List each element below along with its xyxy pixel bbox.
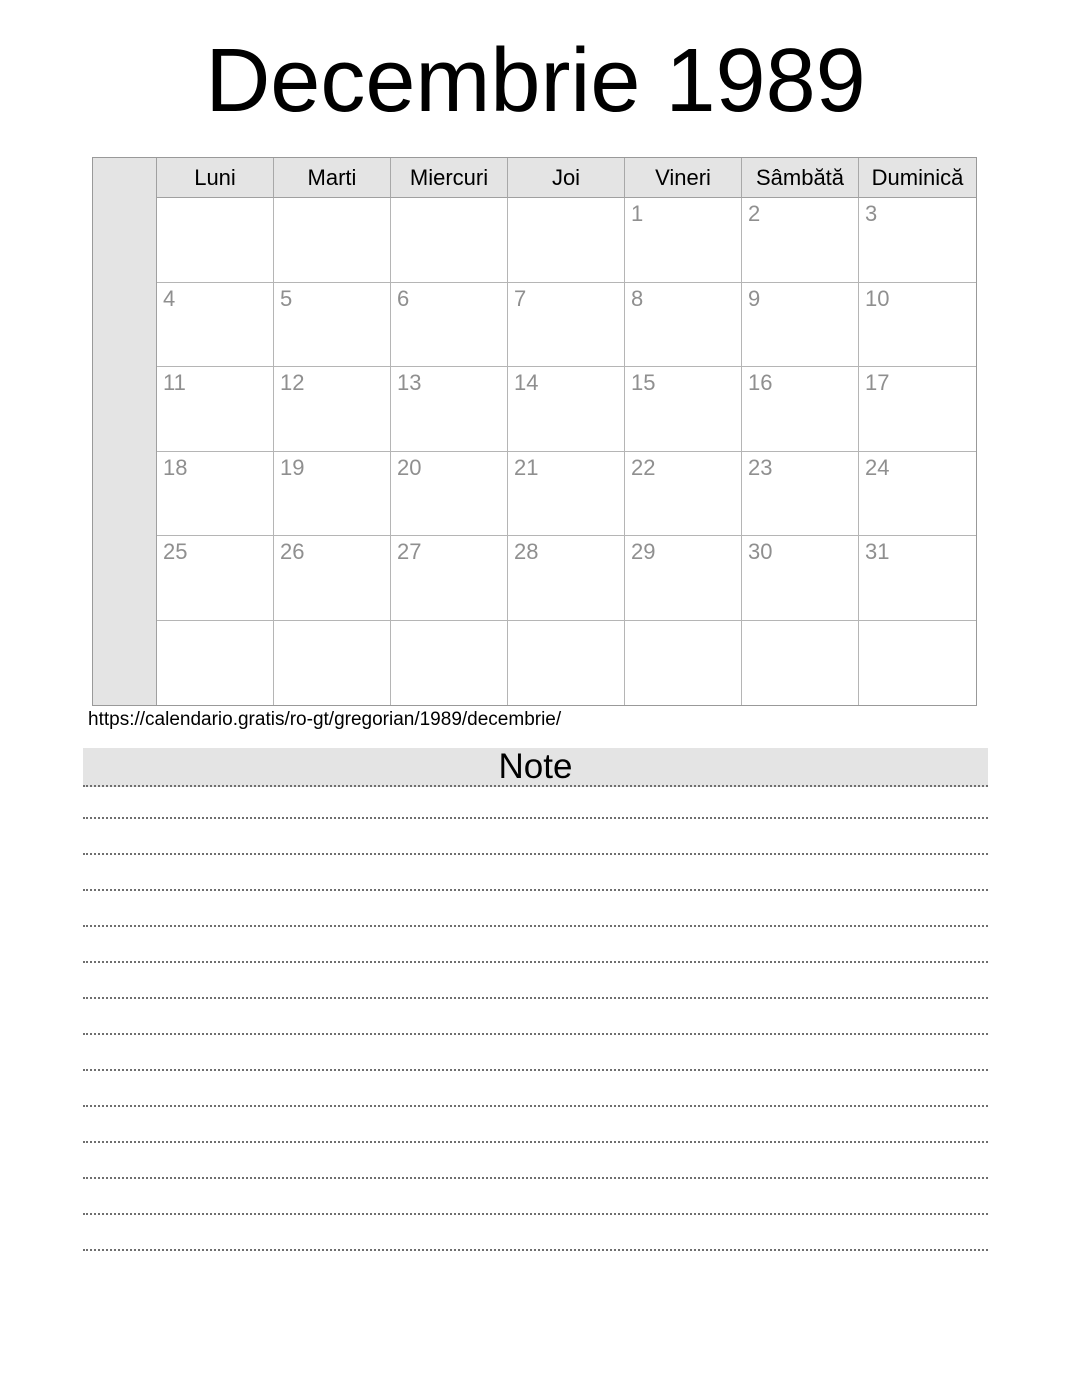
calendar-day-cell [274,621,391,706]
calendar-day-cell [274,452,391,537]
day-header-sambata: Sâmbătă [742,158,859,198]
note-line [83,891,988,927]
calendar-day-cell [157,367,274,452]
day-header-joi: Joi [508,158,625,198]
note-line [83,963,988,999]
note-line [83,819,988,855]
day-number: 18 [163,454,188,480]
note-line [83,999,988,1035]
note-line [83,1107,988,1143]
calendar-day-cell [157,283,274,368]
calendar-table [92,157,977,706]
calendar-day-cell [742,198,859,283]
note-line [83,1035,988,1071]
day-number: 23 [748,454,773,480]
day-header-vineri: Vineri [625,158,742,198]
calendar-day-cell [625,452,742,537]
day-number: 2 [748,201,761,226]
calendar-day-cell [508,283,625,368]
calendar-day-cell [391,283,508,368]
day-number: 9 [748,285,761,311]
day-number: 8 [631,285,644,311]
day-number: 25 [163,539,188,564]
calendar-day-cell [391,536,508,621]
calendar-day-cell [742,283,859,368]
page-title: Decembrie 1989 [205,31,866,131]
notes-lines [83,787,988,1251]
calendar-day-cell [859,283,976,368]
day-number: 13 [397,370,422,395]
calendar-day-cell [859,367,976,452]
calendar-day-cell [742,367,859,452]
day-number: 27 [397,539,422,564]
day-number: 28 [514,539,539,564]
calendar-day-cell [625,536,742,621]
calendar-day-cell [391,621,508,706]
calendar-day-cell [625,283,742,368]
calendar-day-cell [274,367,391,452]
day-number: 20 [397,454,422,480]
day-header-miercuri: Miercuri [391,158,508,198]
week-number-column [93,158,157,705]
day-number: 11 [163,370,186,395]
day-number: 30 [748,539,773,564]
calendar-day-cell [625,367,742,452]
note-line [83,1143,988,1179]
calendar-day-cell [274,198,391,283]
day-number: 21 [514,454,539,480]
day-number: 4 [163,285,176,311]
note-line [83,855,988,891]
day-number: 22 [631,454,656,480]
calendar-day-cell [391,452,508,537]
day-number: 24 [865,454,890,480]
calendar-day-cell [157,452,274,537]
notes-title: Note [498,746,573,786]
calendar-day-cell [508,536,625,621]
day-number: 12 [280,370,305,395]
note-line [83,1071,988,1107]
day-number: 5 [280,285,293,311]
note-line [83,927,988,963]
calendar-day-cell [274,283,391,368]
calendar-day-cell [625,621,742,706]
day-number: 29 [631,539,656,564]
note-line [83,1179,988,1215]
calendar-day-cell [859,621,976,706]
calendar-day-cell [508,367,625,452]
day-number: 19 [280,454,305,480]
day-number: 6 [397,285,410,311]
day-number: 26 [280,539,305,564]
calendar-day-cell [508,198,625,283]
calendar-day-cell [859,536,976,621]
notes-header [83,748,988,787]
calendar-day-cell [742,621,859,706]
calendar-day-cell [391,367,508,452]
day-number: 16 [748,370,773,395]
calendar-day-cell [157,621,274,706]
calendar-day-cell [742,536,859,621]
note-line [83,787,988,819]
calendar-day-cell [859,452,976,537]
day-header-luni: Luni [157,158,274,198]
day-number: 3 [865,201,878,226]
calendar-day-cell [625,198,742,283]
day-number: 15 [631,370,656,395]
calendar-day-cell [742,452,859,537]
calendar-day-cell [157,536,274,621]
day-number: 31 [865,539,890,564]
calendar-day-cell [859,198,976,283]
day-number: 10 [865,285,890,311]
day-number: 7 [514,285,527,311]
note-line [83,1215,988,1251]
day-header-duminica: Duminică [859,158,976,198]
calendar-day-cell [508,621,625,706]
source-url: https://calendario.gratis/ro-gt/gregorian/1989/decembrie/ [88,709,562,730]
calendar-day-cell [274,536,391,621]
day-header-marti: Marti [274,158,391,198]
calendar-day-cell [391,198,508,283]
day-number: 17 [865,370,890,395]
day-number: 14 [514,370,539,395]
calendar-day-cell [508,452,625,537]
calendar-day-cell [157,198,274,283]
day-number: 1 [631,201,644,226]
